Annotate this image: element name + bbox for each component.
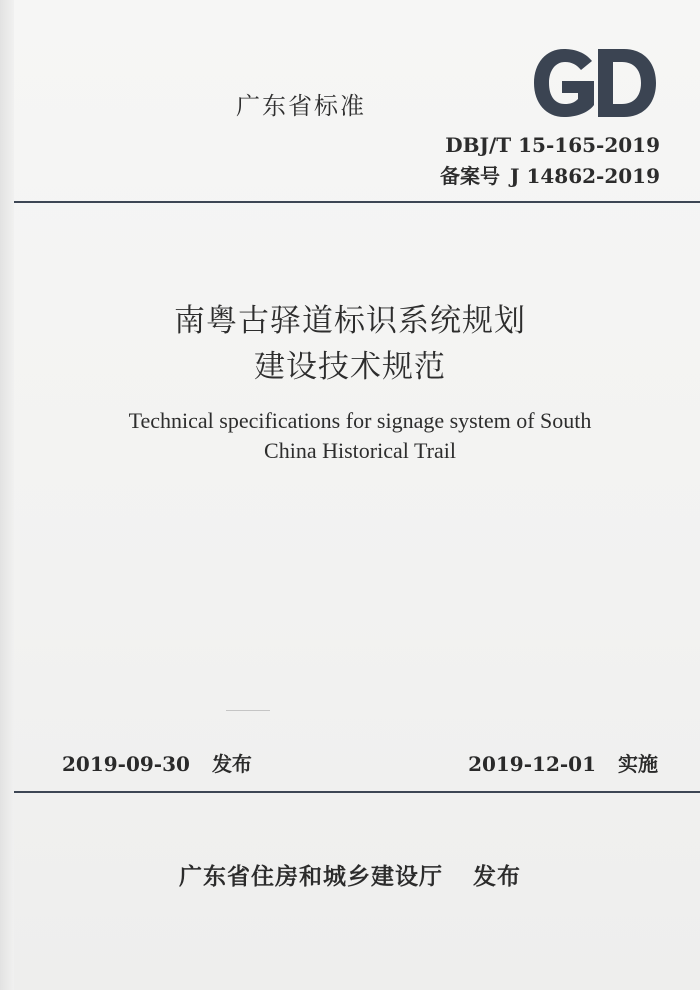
- footer-issuer: [0, 858, 700, 891]
- title-cn-line1: 南粤古驿道标识系统规划: [174, 303, 526, 339]
- title-english: [90, 406, 630, 466]
- footer-issuer-name: 广东省住房和城乡建设厅: [179, 864, 443, 890]
- implement-info: [468, 748, 658, 777]
- filing-label: 备案号: [440, 164, 501, 188]
- gd-logo: [532, 47, 658, 119]
- filing-row: [440, 161, 660, 192]
- title-en-line2: China Historical Trail: [264, 438, 456, 463]
- implement-label: 实施: [618, 752, 658, 776]
- publish-label: 发布: [211, 752, 252, 776]
- top-divider: [14, 201, 700, 203]
- bottom-divider: [14, 791, 700, 793]
- title-cn-line2: 建设技术规范: [254, 349, 446, 385]
- footer-issue-label: 发布: [473, 864, 521, 890]
- publish-info: [62, 748, 252, 777]
- publish-date: 2019-09-30: [62, 752, 190, 776]
- standard-codes: [440, 130, 660, 192]
- paper-speck: [226, 710, 270, 711]
- page-edge: [0, 0, 14, 990]
- filing-number: J 14862-2019: [510, 164, 660, 188]
- issuer-heading: 广东省标准: [236, 92, 366, 120]
- standard-code: DBJ/T 15-165-2019: [445, 133, 660, 157]
- title-en-line1: Technical specifications for signage system of South: [128, 408, 592, 433]
- title-chinese: [0, 298, 700, 390]
- implement-date: 2019-12-01: [468, 752, 596, 776]
